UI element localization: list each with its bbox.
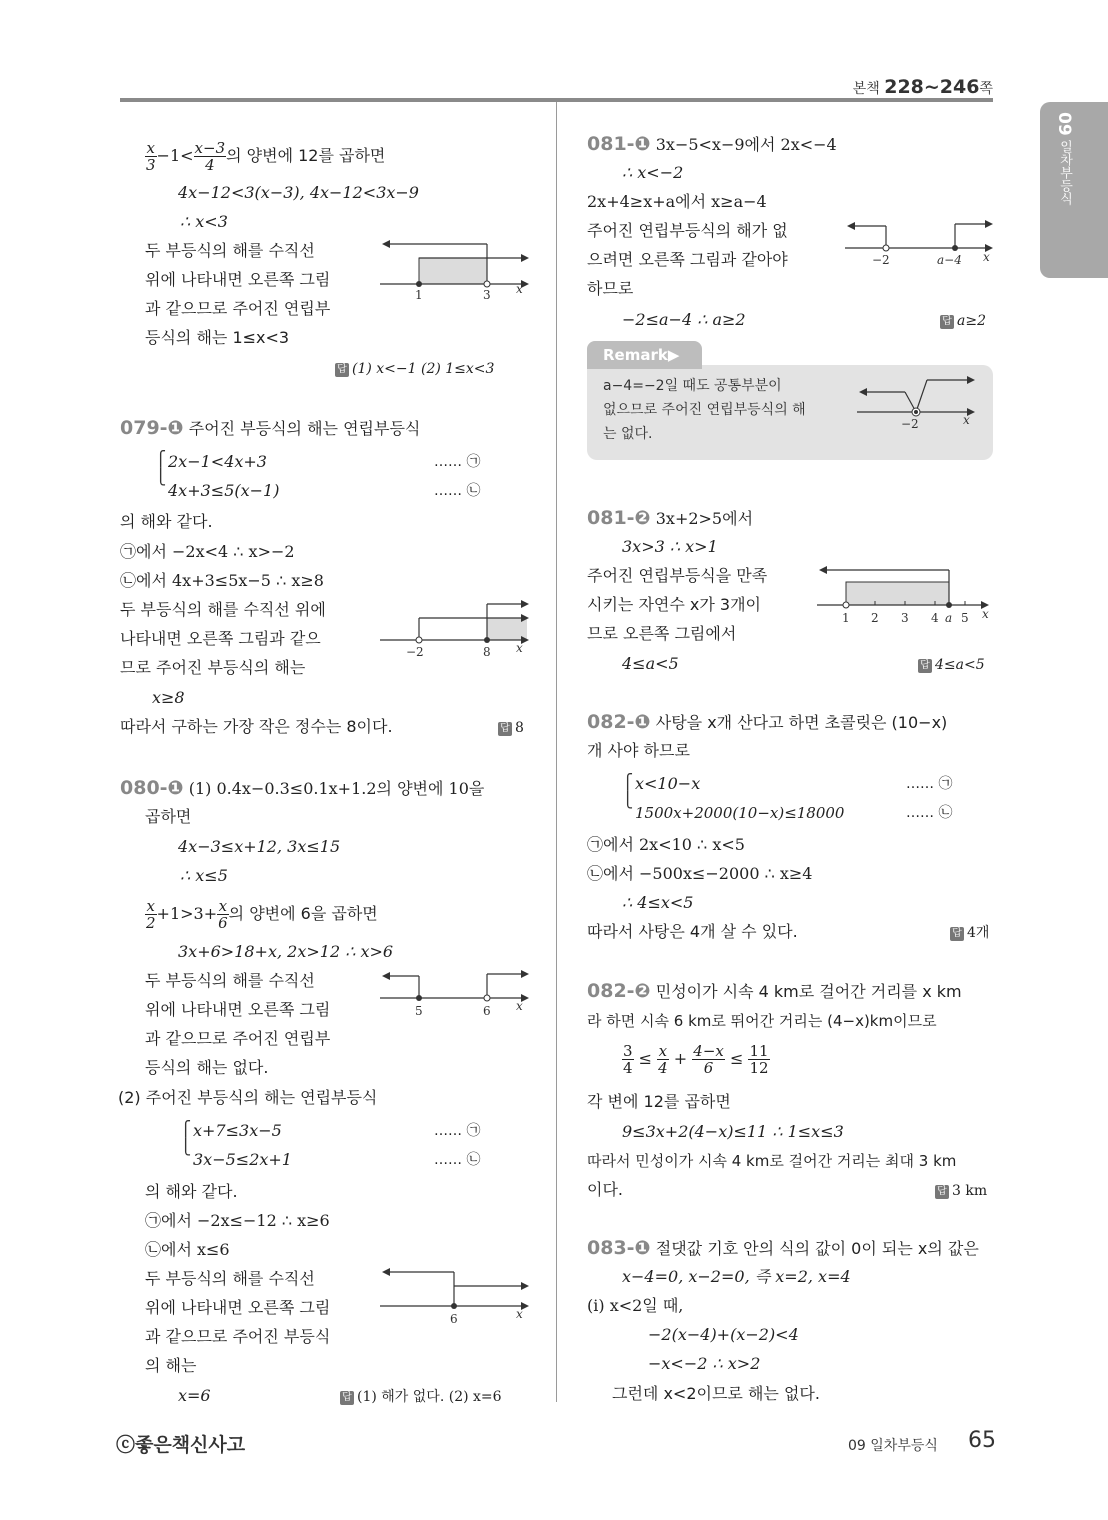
p079-heading: 079-❶ 주어진 부등식의 해는 연립부등식 — [120, 417, 421, 439]
p079-line4: 따라서 구하는 가장 작은 정수는 8이다. — [120, 717, 393, 736]
p081a-line3: −2≤a−4 ∴ a≥2 — [622, 310, 746, 329]
nl-tick-4: 4 — [931, 611, 939, 625]
p080-brace: ⎧ ⎩ — [180, 1120, 192, 1156]
p081a-line1: ∴ x<−2 — [622, 163, 684, 182]
p080-desc3: 과 같으므로 주어진 연립부 — [145, 1029, 331, 1048]
p083-line5: 그런데 x<2이므로 해는 없다. — [612, 1384, 820, 1403]
nl-tick-1: 1 — [415, 288, 423, 302]
nl-tick-5: 5 — [415, 1004, 423, 1018]
nl-axis-x: x — [982, 607, 989, 621]
p082a-line3: ㉡에서 −500x≤−2000 ∴ x≥4 — [587, 864, 813, 883]
p078-line1: $\frac{x}{3}$ −1< $\frac{x-3}{4}$ 의 양변에 12를 곱하면 — [146, 139, 386, 174]
nl-tick-3: 3 — [483, 288, 491, 302]
p078-desc3: 과 같으므로 주어진 연립부 — [145, 299, 331, 318]
p082a-eq1-tag: …… ㉠ — [906, 776, 953, 792]
p082b-frac-line: $\frac{3}{4}$ ≤ $\frac{x}{4}$ + $\frac{4-x}{6}$ ≤ $\frac{11}{12}$ — [623, 1042, 769, 1077]
page-reference: 본책 228~246쪽 — [852, 76, 993, 98]
p082b-heading: 082-❷ 민성이가 시속 4 km로 걸어간 거리를 x km — [587, 980, 962, 1002]
p080-desc2: 위에 나타내면 오른쪽 그림 — [145, 1000, 331, 1019]
p082b-line5: 이다. — [587, 1180, 623, 1199]
nl-tick-2: 2 — [871, 611, 879, 625]
p082a-heading: 082-❶ 사탕을 x개 산다고 하면 초콜릿은 (10−x) — [587, 711, 948, 733]
p080-desc9: x=6 — [178, 1386, 211, 1405]
nl-axis-x: x — [516, 1307, 523, 1321]
nl-tick-5: 5 — [961, 611, 969, 625]
p082a-answer: 답 4개 — [950, 923, 989, 943]
p081b-line2: 4≤a<5 — [622, 654, 679, 673]
p079-desc2: 나타내면 오른쪽 그림과 같으 — [120, 629, 321, 648]
p082b-line3: 9≤3x+2(4−x)≤11 ∴ 1≤x≤3 — [622, 1122, 844, 1141]
p080-eq2: 3x−5≤2x+1 — [193, 1150, 292, 1169]
p078-line3: ∴ x<3 — [180, 212, 228, 231]
nl-tick-1: 1 — [842, 611, 850, 625]
p081a-desc3: 하므로 — [587, 279, 634, 298]
p079-answer: 답 8 — [498, 718, 524, 738]
p079-eq2: 4x+3≤5(x−1) — [168, 481, 280, 500]
nl-axis-x: x — [516, 282, 523, 296]
p081a-number-line — [843, 216, 998, 271]
p079-line3: ㉡에서 4x+3≤5x−5 ∴ x≥8 — [120, 571, 324, 590]
p081a-desc1: 주어진 연립부등식의 해가 없 — [587, 221, 788, 240]
nl-tick-minus2: −2 — [901, 417, 919, 431]
nl-axis-x: x — [516, 999, 523, 1013]
p082a-eq1: x<10−x — [635, 774, 701, 793]
p081b-desc2: 시키는 자연수 x가 3개이 — [587, 595, 762, 614]
p079-line1: 의 해와 같다. — [120, 512, 213, 531]
p082a-brace: ⎧ ⎩ — [622, 773, 634, 809]
p078-number-line — [378, 235, 533, 305]
p080-part2: (2) 주어진 부등식의 해는 연립부등식 — [118, 1088, 378, 1107]
p079-brace: ⎧ ⎩ — [155, 450, 167, 486]
nl-tick-minus2: −2 — [406, 645, 424, 659]
p081a-desc2: 으려면 오른쪽 그림과 같아야 — [587, 250, 788, 269]
nl-axis-x: x — [516, 641, 523, 655]
nl-axis-x: x — [983, 250, 990, 264]
p080-heading: 080-❶ (1) 0.4x−0.3≤0.1x+1.2의 양변에 10을 — [120, 777, 485, 799]
p080-frac-line: $\frac{x}{2}$ +1>3+ $\frac{x}{6}$ 의 양변에 6을 곱하면 — [146, 897, 378, 932]
p080-answer: 답 (1) 해가 없다. (2) x=6 — [340, 1387, 502, 1407]
p080-desc4: 등식의 해는 없다. — [145, 1058, 269, 1077]
p081b-heading: 081-❷ 3x+2>5에서 — [587, 507, 754, 529]
column-divider — [556, 102, 557, 1402]
nl-tick-3: 3 — [901, 611, 909, 625]
p083-line3: −2(x−4)+(x−2)<4 — [648, 1325, 799, 1344]
p081a-heading: 081-❶ 3x−5<x−9에서 2x<−4 — [587, 133, 837, 155]
p080-line2: 4x−3≤x+12, 3x≤15 — [178, 837, 341, 856]
remark-line3: 는 없다. — [603, 426, 653, 442]
p083-line2: (i) x<2일 때, — [587, 1296, 684, 1315]
p080-line5: 의 해와 같다. — [145, 1182, 238, 1201]
p083-line1: x−4=0, x−2=0, 즉 x=2, x=4 — [622, 1267, 851, 1286]
chapter-tab-label: 09 일차부등식 — [1054, 112, 1074, 205]
page-number: 65 — [968, 1428, 996, 1453]
p082b-line1: 라 하면 시속 6 km로 뛰어간 거리는 (4−x)km이므로 — [587, 1012, 937, 1030]
remark-label: Remark▶ — [587, 341, 702, 369]
p082a-eq2-tag: …… ㉡ — [906, 805, 953, 821]
nl-tick-a-minus-4: a−4 — [937, 253, 962, 267]
p079-line2: ㉠에서 −2x<4 ∴ x>−2 — [120, 542, 295, 561]
nl-tick-minus2: −2 — [872, 253, 890, 267]
p082a-line5: 따라서 사탕은 4개 살 수 있다. — [587, 922, 798, 941]
p081b-number-line — [815, 560, 995, 626]
p078-answer: 답 (1) x<−1 (2) 1≤x<3 — [335, 359, 494, 379]
p079-desc1: 두 부등식의 해를 수직선 위에 — [120, 600, 326, 619]
p081a-answer: 답 a≥2 — [940, 311, 986, 331]
p080-desc5: 두 부등식의 해를 수직선 — [145, 1269, 315, 1288]
p079-desc3: 므로 주어진 부등식의 해는 — [120, 658, 306, 677]
p079-number-line — [378, 596, 533, 661]
p080-line3: ∴ x≤5 — [180, 866, 228, 885]
p080-eq2-tag: …… ㉡ — [434, 1152, 481, 1168]
p078-line2: 4x−12<3(x−3), 4x−12<3x−9 — [178, 183, 419, 202]
nl-tick-8: 8 — [483, 645, 491, 659]
p078-desc4: 등식의 해는 1≤x<3 — [145, 328, 290, 347]
p081b-desc1: 주어진 연립부등식을 만족 — [587, 566, 768, 585]
nl-axis-x: x — [963, 413, 970, 427]
nl-tick-a: a — [945, 611, 953, 625]
p080-eq1: x+7≤3x−5 — [193, 1121, 282, 1140]
p083-heading: 083-❶ 절댓값 기호 안의 식의 값이 0이 되는 x의 값은 — [587, 1237, 979, 1259]
p080-desc1: 두 부등식의 해를 수직선 — [145, 971, 315, 990]
p080-line7: ㉡에서 x≤6 — [145, 1240, 230, 1259]
p079-eq1: 2x−1<4x+3 — [168, 452, 267, 471]
p081a-line2: 2x+4≥x+a에서 x≥a−4 — [587, 192, 767, 211]
p080-desc8: 의 해는 — [145, 1356, 197, 1375]
p081b-answer: 답 4≤a<5 — [918, 655, 985, 675]
p081b-line1: 3x>3 ∴ x>1 — [622, 537, 718, 556]
p080-desc7: 과 같으므로 주어진 부등식 — [145, 1327, 331, 1346]
p079-desc4: x≥8 — [152, 688, 185, 707]
p080-desc6: 위에 나타내면 오른쪽 그림 — [145, 1298, 331, 1317]
p082a-line1: 개 사야 하므로 — [587, 741, 690, 760]
p081b-desc3: 므로 오른쪽 그림에서 — [587, 624, 737, 643]
p082a-eq2: 1500x+2000(10−x)≤18000 — [635, 804, 845, 822]
p083-line4: −x<−2 ∴ x>2 — [648, 1354, 761, 1373]
p080-line4: 3x+6>18+x, 2x>12 ∴ x>6 — [178, 942, 394, 961]
p078-desc1: 두 부등식의 해를 수직선 — [145, 241, 315, 260]
p080-line6: ㉠에서 −2x≤−12 ∴ x≥6 — [145, 1211, 330, 1230]
p082b-line2: 각 변에 12를 곱하면 — [587, 1092, 731, 1111]
p082b-answer: 답 3 km — [935, 1181, 987, 1201]
publisher-logo: ⓒ좋은책신사고 — [116, 1434, 246, 1456]
p079-eq1-tag: …… ㉠ — [434, 454, 481, 470]
p078-desc2: 위에 나타내면 오른쪽 그림 — [145, 270, 331, 289]
p079-eq2-tag: …… ㉡ — [434, 483, 481, 499]
p080-number-line-2 — [378, 1264, 533, 1329]
p080-number-line-1 — [378, 966, 533, 1026]
remark-line1: a−4=−2일 때도 공통부분이 — [603, 378, 782, 394]
p080-eq1-tag: …… ㉠ — [434, 1123, 481, 1139]
remark-line2: 없으므로 주어진 연립부등식의 해 — [603, 402, 806, 418]
remark-number-line — [855, 372, 985, 434]
p080-line1: 곱하면 — [145, 807, 192, 826]
p082b-line4: 따라서 민성이가 시속 4 km로 걸어간 거리는 최대 3 km — [587, 1152, 957, 1170]
p082a-line4: ∴ 4≤x<5 — [622, 893, 694, 912]
p082a-line2: ㉠에서 2x<10 ∴ x<5 — [587, 835, 745, 854]
nl-tick-6: 6 — [483, 1004, 491, 1018]
footer-chapter: 09 일차부등식 — [848, 1438, 938, 1454]
nl-tick-6: 6 — [450, 1312, 458, 1326]
